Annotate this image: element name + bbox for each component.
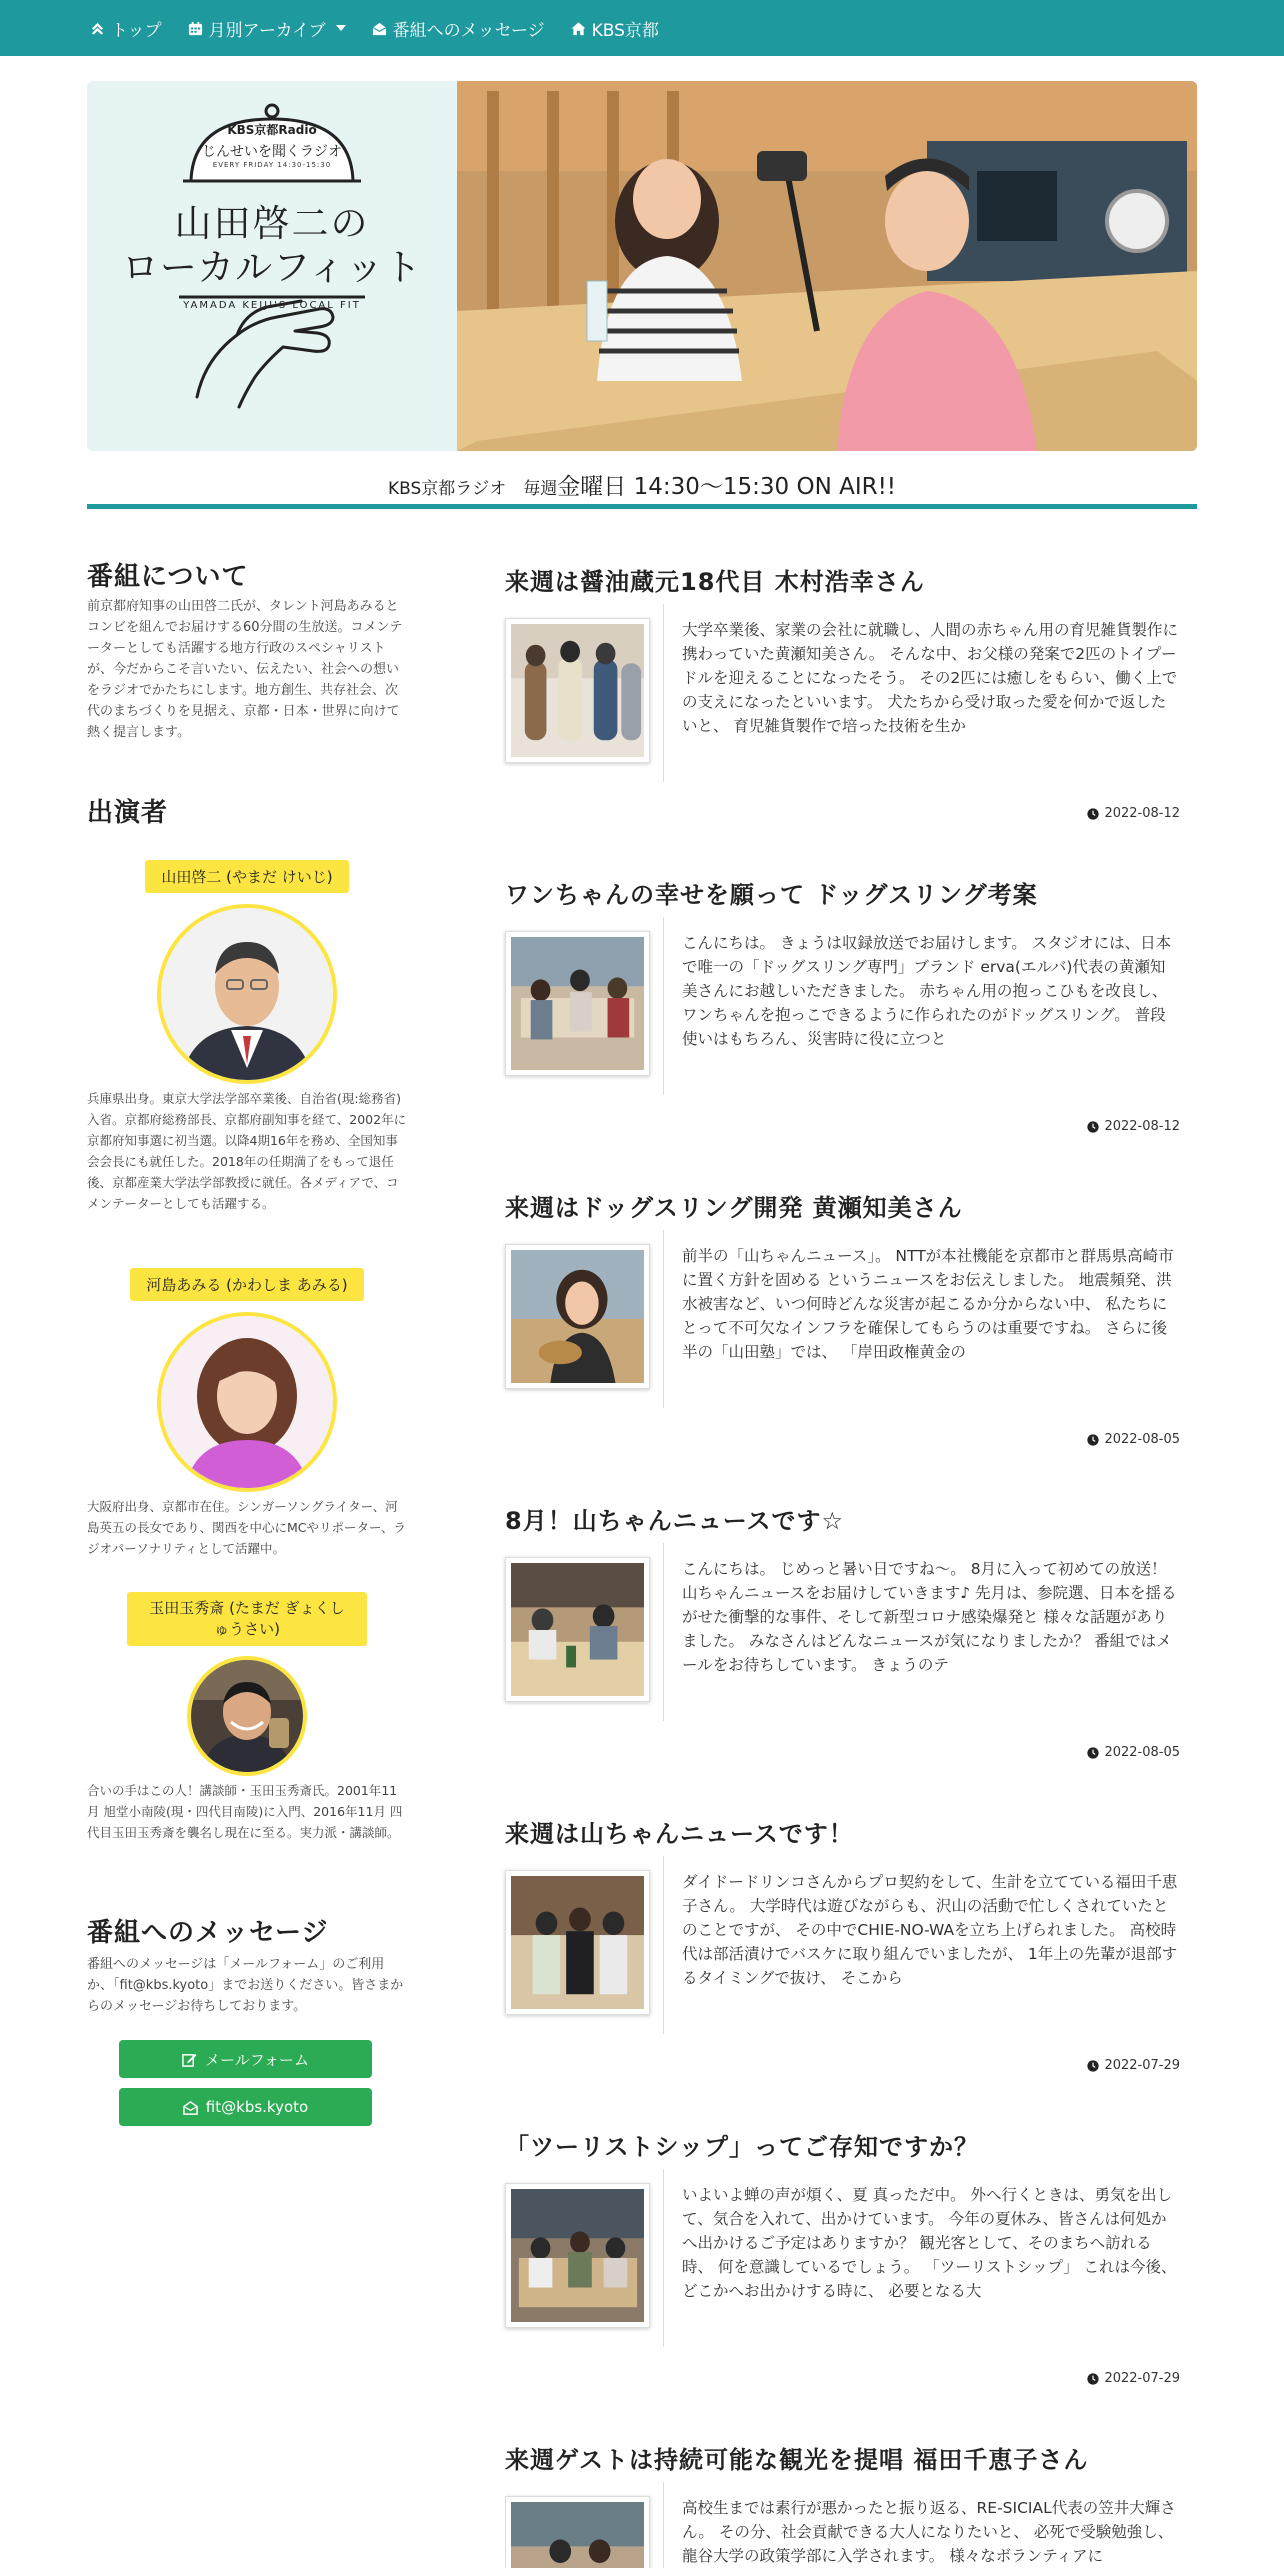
clock-icon — [1087, 808, 1099, 820]
post-separator — [663, 917, 664, 1095]
message-heading: 番組へのメッセージ — [87, 1918, 329, 1948]
cast-bio-tamada: 合いの手はこの人！講談師・玉田玉秀斎氏。2001年11月 旭堂小南陵(現・四代目南陵)に入門、2016年11月 四代目玉田玉秀斎を襲名し現在に至る。実力派・講談師。 — [87, 1783, 403, 1840]
post-date-text: 2022-08-05 — [1104, 1745, 1180, 1760]
about-heading: 番組について — [87, 562, 249, 592]
clock-icon — [1087, 1747, 1099, 1759]
cast-bio-yamada: 兵庫県出身。東京大学法学部卒業後、自治省(現:総務省)入省。京都府総務部長、京都府副知事を経て、2002年に京都府知事選に初当選。以降4期16年を務め、全国知事会会長にも就任した。2018年の任期満了をもって退任後、京都産業大学法学部教授に就任。各メディアで、コメンテーターとしても活躍する。 — [87, 1091, 407, 1211]
post-item — [505, 2440, 1180, 2568]
post-separator — [663, 1230, 664, 1408]
post-separator — [663, 2169, 664, 2347]
post-thumbnail[interactable] — [505, 931, 650, 1076]
post-thumbnail[interactable] — [505, 2183, 650, 2328]
header-divider — [87, 504, 1197, 509]
post-separator — [663, 1856, 664, 2034]
post-separator — [663, 1543, 664, 1721]
nav-top-link[interactable] — [90, 16, 162, 41]
post-item — [505, 875, 1180, 1165]
mailform-button-label: メールフォーム — [205, 2050, 309, 2069]
post-title-link[interactable]: 来週はドッグスリング開発 黄瀬知美さん — [505, 1194, 963, 1222]
cast-heading: 出演者 — [87, 798, 169, 828]
post-title-link[interactable]: 8月！山ちゃんニュースです☆ — [505, 1507, 845, 1535]
station-logo-text: KBS京都Radio — [227, 123, 317, 137]
post-thumbnail[interactable] — [505, 2496, 650, 2568]
avatar-tamada — [187, 1656, 307, 1776]
nav-kbs-label: KBS京都 — [591, 20, 659, 41]
post-date — [1087, 1745, 1180, 1760]
post-date — [1087, 1432, 1180, 1447]
caret-down-icon — [336, 25, 346, 31]
broadcast-prefix: KBS京都ラジオ 毎週 — [387, 479, 558, 499]
post-date-text: 2022-08-12 — [1104, 1119, 1180, 1134]
mailform-button[interactable] — [119, 2040, 372, 2078]
post-title-link[interactable]: ワンちゃんの幸せを願って ドッグスリング考案 — [505, 881, 1038, 909]
header-banner — [87, 81, 1197, 451]
email-button[interactable] — [119, 2088, 372, 2126]
cast-name-yamada: 山田啓二 (やまだ けいじ) — [87, 860, 407, 893]
post-title-link[interactable]: 来週ゲストは持続可能な観光を提唱 福田千恵子さん — [505, 2446, 1089, 2474]
post-excerpt: 大学卒業後、家業の会社に就職し、人間の赤ちゃん用の育児雑貨製作に携わっていた黄瀬知美さん。 そんな中、お父様の発案で2匹のトイプードルを迎えることになったそう。 その2匹には癒しをもらい、働く上での支えになったといいます。 犬たちから受け取った愛を何かで返したいと、 育児雑貨製作で培った技術を生か — [682, 621, 1179, 735]
home-icon — [571, 21, 586, 36]
post-item — [505, 1501, 1180, 1791]
post-thumbnail[interactable] — [505, 1244, 650, 1389]
cast-bio-kawashima: 大阪府出身、京都市在住。シンガーソングライター、河島英五の長女であり、関西を中心にMCやリポーター、ラジオパーソナリティとして活躍中。 — [87, 1499, 407, 1556]
post-date-text: 2022-07-29 — [1104, 2058, 1180, 2073]
nav-kbs-link[interactable] — [571, 16, 659, 41]
post-excerpt: 前半の「山ちゃんニュース」。 NTTが本社機能を京都市と群馬県高崎市に置く方針を固める というニュースをお伝えしました。 地震頻発、洪水被害など、いつ何時どんな災害が起こるか分からない中、 私たちにとって不可欠なインフラを確保してもらうのは重要ですね。 さらに後半の「山田塾」では、 「岸田政権黄金の — [682, 1247, 1174, 1361]
post-title-link[interactable]: 「ツーリストシップ」ってご存知ですか？ — [505, 2133, 980, 2161]
post-excerpt: 高校生までは素行が悪かったと振り返る、RE-SICIAL代表の笠井大輝さん。 その分、社会貢献できる大人になりたいと、 必死で受験勉強し、龍谷大学の政策学部に入学されます。 様々なボランティアに — [682, 2499, 1176, 2565]
post-item — [505, 562, 1180, 852]
broadcast-day: 金曜日 — [557, 474, 627, 500]
post-date — [1087, 2371, 1180, 2386]
post-title-link[interactable]: 来週は山ちゃんニュースです！ — [505, 1820, 854, 1848]
post-separator — [663, 604, 664, 782]
about-text: 前京都府知事の山田啓二氏が、タレント河島あみるとコンビを組んでお届けする60分間の生放送。コメンテーターとしても活躍する地方行政のスペシャリストが、今だからこそ言いたい、伝えたい、社会への想いをラジオでかたちにします。地方創生、共存社会、次代のまちづくりを見据え、京都・日本・世界に向けて熱く提言します。 — [87, 599, 403, 740]
studio-photo — [457, 81, 1197, 451]
cast-name-tamada: 玉田玉秀斎 (たまだ ぎょくしゅうさい) — [87, 1592, 407, 1646]
post-item — [505, 2127, 1180, 2417]
tagline-text: じんせいを聞くラジオ — [202, 144, 342, 160]
message-text: 番組へのメッセージは「メールフォーム」のご利用か、「fit@kbs.kyoto」までお送りください。皆さまからのメッセージお待ちしております。 — [87, 1957, 404, 2014]
top-navbar — [0, 0, 1284, 56]
clock-icon — [1087, 1434, 1099, 1446]
email-button-label: fit@kbs.kyoto — [205, 2098, 309, 2116]
nav-message-link[interactable] — [372, 16, 545, 41]
broadcast-schedule — [0, 468, 1284, 501]
edit-icon — [182, 2052, 197, 2067]
post-separator — [663, 2482, 664, 2568]
nav-archive-label: 月別アーカイブ — [208, 20, 326, 41]
post-date-text: 2022-08-12 — [1104, 806, 1180, 821]
cast-name-kawashima: 河島あみる (かわしま あみる) — [87, 1268, 407, 1301]
double-chevron-up-icon — [90, 21, 105, 36]
post-thumbnail[interactable] — [505, 1870, 650, 2015]
broadcast-time: 14:30～15:30 ON AIR!! — [626, 474, 897, 500]
post-date-text: 2022-07-29 — [1104, 2371, 1180, 2386]
post-date — [1087, 806, 1180, 821]
clock-icon — [1087, 2373, 1099, 2385]
post-item — [505, 1188, 1180, 1478]
post-date — [1087, 1119, 1180, 1134]
tagline-sub-text: EVERY FRIDAY 14:30-15:30 — [212, 161, 332, 169]
post-item — [505, 1814, 1180, 2104]
clock-icon — [1087, 1121, 1099, 1133]
post-excerpt: こんにちは。 じめっと暑い日ですね～。 8月に入って初めての放送！ 山ちゃんニュースをお届けしていきます♪ 先月は、参院選、日本を揺るがせた衝撃的な事件、そして新型コロナ感染爆発と 様々な話題がありました。 みなさんはどんなニュースが気になりましたか？ 番組ではメールをお待ちしています。 きょうのテ — [682, 1560, 1177, 1674]
calendar-icon — [188, 21, 203, 36]
envelope-open-icon — [372, 21, 387, 36]
post-date-text: 2022-08-05 — [1104, 1432, 1180, 1447]
post-excerpt: いよいよ蝉の声が煩く、夏 真っただ中。 外へ行くときは、勇気を出して、気合を入れて、出かけています。 今年の夏休み、皆さんは何処かへ出かけるご予定はありますか？ 観光客として、そのまちへ訪れる時、 何を意識しているでしょう。 「ツーリストシップ」 これは今後、どこかへお出かけする時に、 必要となる大 — [682, 2186, 1177, 2300]
post-excerpt: こんにちは。 きょうは収録放送でお届けします。 スタジオには、日本で唯一の「ドッグスリング専門」ブランド erva(エルバ)代表の黄瀬知美さんにお越しいただきました。 赤ちゃん用の抱っこひもを改良し、 ワンちゃんを抱っこできるように作られたのがドッグスリング。 普段使いはもちろん、災害時に役に立つと — [682, 934, 1172, 1048]
avatar-kawashima — [157, 1312, 337, 1492]
nav-top-label: トップ — [111, 20, 162, 41]
post-thumbnail[interactable] — [505, 618, 650, 763]
post-thumbnail[interactable] — [505, 1557, 650, 1702]
avatar-yamada — [157, 904, 337, 1084]
clock-icon — [1087, 2060, 1099, 2072]
post-title-link[interactable]: 来週は醤油蔵元18代目 木村浩幸さん — [505, 568, 925, 596]
post-date — [1087, 2058, 1180, 2073]
program-title-line2: ローカルフィット — [121, 246, 423, 289]
post-excerpt: ダイドードリンコさんからプロ契約をして、生計を立てている福田千恵子さん。 大学時代は遊びながらも、沢山の活動で忙しくされていたとのことですが、 その中でCHIE-NO-WAを立ち上げられました。 高校時代は部活漬けでバスケに取り組んでいましたが、 1年上の先輩が退部するタイミングで抜け、 そこから — [682, 1873, 1178, 1987]
program-title-line1: 山田啓二の — [174, 202, 370, 245]
nav-message-label: 番組へのメッセージ — [392, 20, 545, 41]
program-logo — [87, 81, 457, 451]
program-title-en: YAMADA KEIJI'S LOCAL FIT — [183, 300, 361, 311]
nav-archive-dropdown[interactable] — [188, 16, 346, 41]
envelope-open-icon — [183, 2100, 198, 2115]
